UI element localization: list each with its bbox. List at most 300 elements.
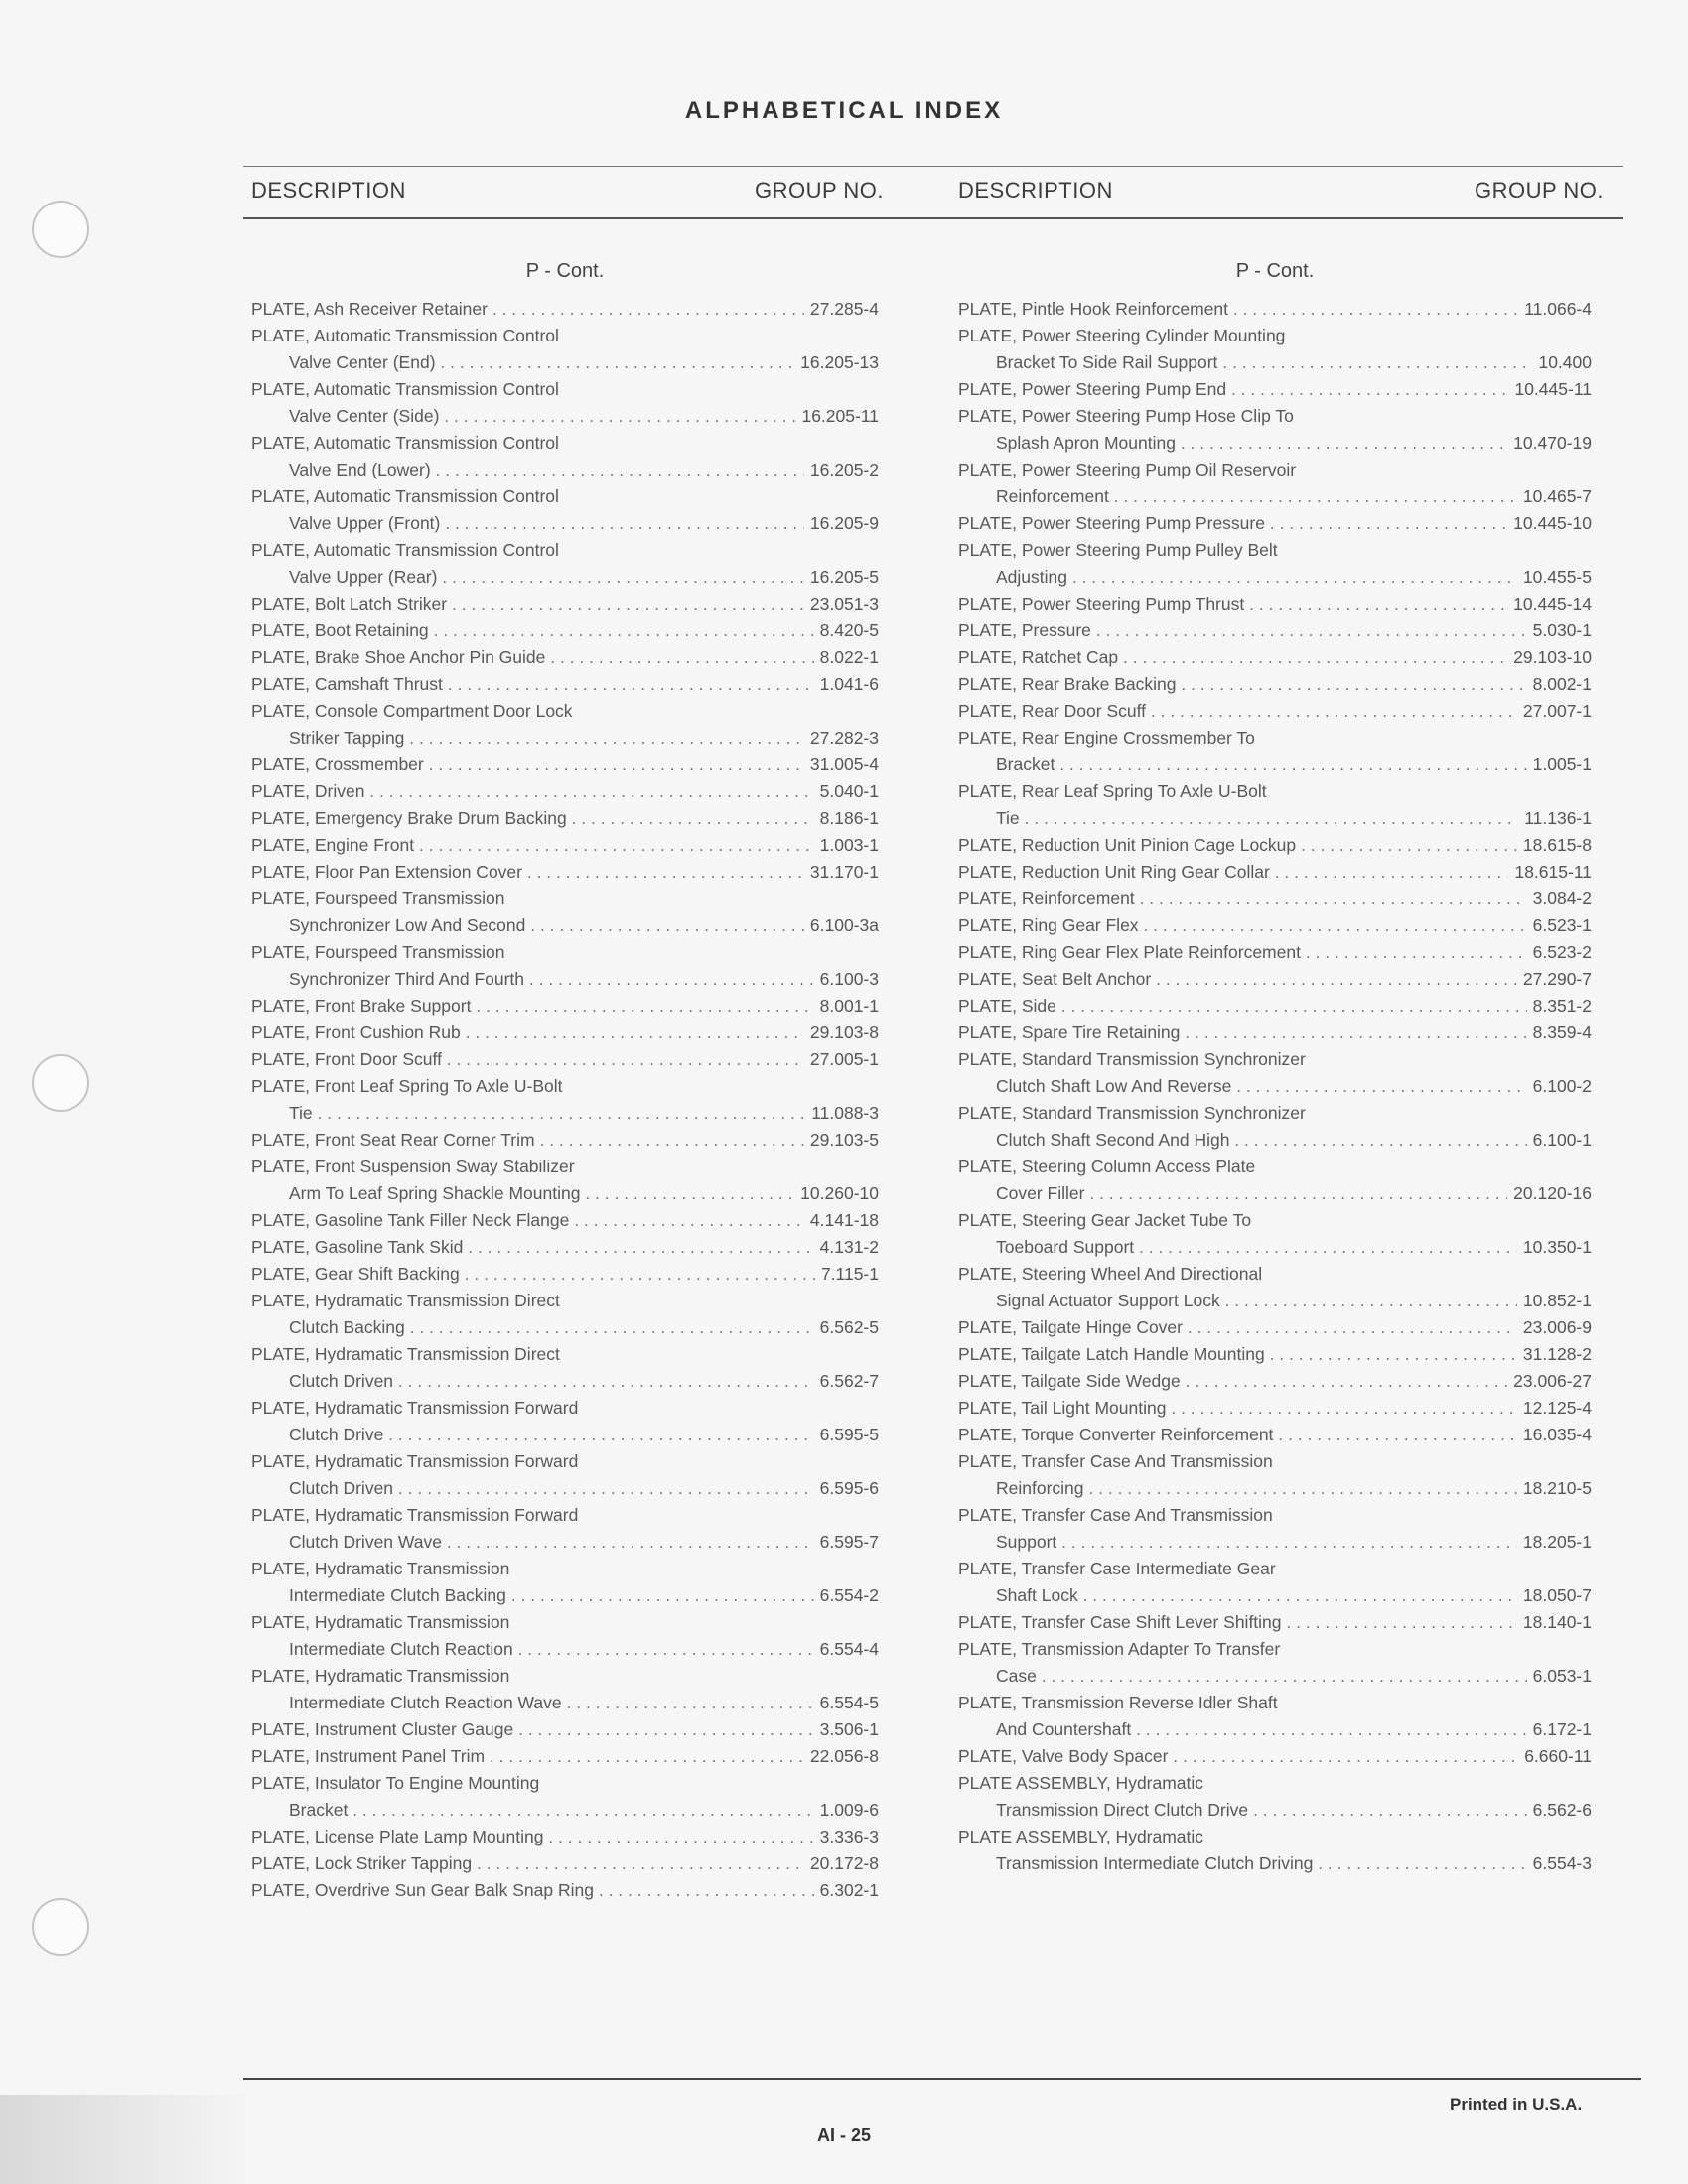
entry-description: PLATE, Reinforcement . . .: [958, 886, 1527, 912]
index-entry: [251, 805, 879, 832]
index-entry: [958, 1448, 1592, 1475]
index-entry: [251, 1207, 879, 1234]
entry-description: PLATE, Hydramatic Transmission Forward: [251, 1398, 579, 1418]
index-entry: [958, 483, 1592, 510]
index-entry: [251, 1180, 879, 1207]
index-entry: [251, 1314, 879, 1341]
entry-description: PLATE, Gear Shift Backing . . .: [251, 1261, 815, 1288]
header-rule-top: [243, 166, 1623, 167]
index-entry: [251, 1368, 879, 1395]
entry-description: Valve Center (Side) . . .: [251, 403, 795, 430]
left-description-header: DESCRIPTION: [251, 178, 406, 203]
entry-description: PLATE, Driven . . .: [251, 778, 814, 805]
index-entry: [958, 1341, 1592, 1368]
entry-group-number: 6.595-7: [819, 1532, 879, 1552]
entry-group-number: 18.205-1: [1522, 1532, 1592, 1552]
entry-group-number: 18.615-11: [1514, 862, 1592, 882]
entry-description: PLATE, Fourspeed Transmission: [251, 888, 505, 908]
entry-description: Intermediate Clutch Reaction Wave . . .: [251, 1690, 814, 1716]
left-section-heading: P - Cont.: [525, 260, 605, 282]
index-entry: [251, 698, 879, 725]
entry-description: PLATE, Ring Gear Flex Plate Reinforcement . . .: [958, 939, 1527, 966]
index-entry: [958, 859, 1592, 886]
index-entry: [251, 832, 879, 859]
index-entry: [958, 1824, 1592, 1850]
index-entry: [958, 1261, 1592, 1288]
entry-group-number: 6.562-5: [819, 1317, 879, 1337]
index-entry: [251, 1850, 879, 1877]
index-entry: [251, 296, 879, 323]
entry-group-number: 6.660-11: [1524, 1746, 1592, 1766]
entry-group-number: 16.205-13: [800, 352, 879, 372]
entry-description: PLATE, Automatic Transmission Control: [251, 433, 559, 453]
index-entry: [958, 1395, 1592, 1422]
entry-description: PLATE, Side . . .: [958, 993, 1527, 1020]
entry-group-number: 6.554-5: [819, 1693, 879, 1712]
index-entry: [958, 1154, 1592, 1180]
entry-group-number: 20.172-8: [809, 1853, 879, 1873]
entry-description: Adjusting . . .: [958, 564, 1517, 591]
entry-description: PLATE, Insulator To Engine Mounting: [251, 1773, 540, 1793]
entry-description: Synchronizer Third And Fourth . . .: [251, 966, 814, 993]
entry-group-number: 31.005-4: [809, 754, 879, 774]
entry-description: PLATE, Torque Converter Reinforcement . . .: [958, 1422, 1517, 1448]
entry-group-number: 5.040-1: [819, 781, 879, 801]
entry-group-number: 29.103-5: [809, 1130, 879, 1150]
entry-description: PLATE, Front Suspension Sway Stabilizer: [251, 1157, 575, 1176]
entry-description: Reinforcing . . .: [958, 1475, 1517, 1502]
entry-description: PLATE, Transmission Adapter To Transfer: [958, 1639, 1281, 1659]
index-entry: [958, 510, 1592, 537]
entry-group-number: 1.041-6: [819, 674, 879, 694]
entry-description: PLATE, Front Door Scuff . . .: [251, 1046, 804, 1073]
binder-hole-bottom: [32, 1898, 89, 1956]
entry-description: PLATE, Hydramatic Transmission: [251, 1612, 510, 1632]
index-entry: [251, 1020, 879, 1046]
index-entry: [958, 376, 1592, 403]
entry-description: Clutch Backing . . .: [251, 1314, 814, 1341]
index-entry: [958, 1556, 1592, 1582]
index-entry: [958, 591, 1592, 617]
entry-group-number: 6.100-3: [819, 969, 879, 989]
entry-description: PLATE, Transmission Reverse Idler Shaft: [958, 1693, 1278, 1712]
index-entry: [251, 323, 879, 349]
index-entry: [251, 1690, 879, 1716]
entry-description: PLATE, Tailgate Side Wedge . . .: [958, 1368, 1507, 1395]
index-entry: [251, 1261, 879, 1288]
index-entry: [251, 403, 879, 430]
entry-group-number: 20.120-16: [1513, 1183, 1592, 1203]
index-entry: [958, 1046, 1592, 1073]
index-entry: [251, 1046, 879, 1073]
entry-group-number: 16.205-9: [809, 513, 879, 533]
right-group-header: GROUP NO.: [1475, 178, 1605, 203]
entry-group-number: 16.205-2: [809, 460, 879, 479]
entry-group-number: 10.260-10: [800, 1183, 879, 1203]
entry-group-number: 10.465-7: [1522, 486, 1592, 506]
entry-description: Clutch Shaft Second And High . . .: [958, 1127, 1527, 1154]
entry-group-number: 1.005-1: [1532, 754, 1592, 774]
entry-description: PLATE, Emergency Brake Drum Backing . . .: [251, 805, 814, 832]
index-entry: [251, 751, 879, 778]
index-entry: [958, 1529, 1592, 1556]
index-entry: [251, 537, 879, 564]
entry-group-number: 8.002-1: [1532, 674, 1592, 694]
index-entry: [958, 537, 1592, 564]
entry-description: PLATE, Automatic Transmission Control: [251, 486, 559, 506]
index-entry: [251, 1770, 879, 1797]
entry-group-number: 8.420-5: [819, 620, 879, 640]
entry-group-number: 10.852-1: [1522, 1291, 1592, 1310]
entry-group-number: 31.128-2: [1522, 1344, 1592, 1364]
entry-description: Bracket To Side Rail Support . . .: [958, 349, 1532, 376]
entry-description: PLATE, Transfer Case Intermediate Gear: [958, 1559, 1276, 1578]
index-entry: [958, 778, 1592, 805]
index-entry: [251, 644, 879, 671]
index-entry: [251, 617, 879, 644]
index-entry: [251, 1073, 879, 1100]
index-entry: [958, 1207, 1592, 1234]
entry-group-number: 6.523-1: [1532, 915, 1592, 935]
index-entry: [251, 349, 879, 376]
index-entry: [958, 725, 1592, 751]
right-section-heading: P - Cont.: [1235, 260, 1315, 282]
entry-description: PLATE, Automatic Transmission Control: [251, 540, 559, 560]
entry-description: Clutch Shaft Low And Reverse . . .: [958, 1073, 1527, 1100]
entry-group-number: 5.030-1: [1532, 620, 1592, 640]
binder-hole-top: [32, 201, 89, 258]
entry-description: PLATE, Camshaft Thrust . . .: [251, 671, 814, 698]
entry-description: PLATE, Steering Column Access Plate: [958, 1157, 1256, 1176]
index-entry: [958, 1020, 1592, 1046]
entry-description: Toeboard Support . . .: [958, 1234, 1517, 1261]
index-entry: [251, 671, 879, 698]
entry-group-number: 6.100-3a: [809, 915, 879, 935]
index-entry: [251, 564, 879, 591]
entry-description: PLATE, Spare Tire Retaining . . .: [958, 1020, 1527, 1046]
entry-description: PLATE ASSEMBLY, Hydramatic: [958, 1773, 1204, 1793]
entry-description: PLATE, Tailgate Hinge Cover . . .: [958, 1314, 1517, 1341]
entry-description: PLATE, Overdrive Sun Gear Balk Snap Ring . . .: [251, 1877, 814, 1904]
index-entry: [958, 966, 1592, 993]
entry-description: PLATE, License Plate Lamp Mounting . . .: [251, 1824, 814, 1850]
index-entry: [251, 1288, 879, 1314]
index-entry: [958, 1314, 1592, 1341]
entry-group-number: 8.001-1: [819, 996, 879, 1016]
entry-group-number: 16.205-5: [809, 567, 879, 587]
index-entry: [958, 1180, 1592, 1207]
right-description-header: DESCRIPTION: [958, 178, 1113, 203]
entry-description: Cover Filler . . .: [958, 1180, 1507, 1207]
entry-description: PLATE, Power Steering Pump Thrust . . .: [958, 591, 1507, 617]
entry-group-number: 6.562-7: [819, 1371, 879, 1391]
entry-group-number: 27.282-3: [809, 728, 879, 748]
entry-description: Intermediate Clutch Reaction . . .: [251, 1636, 814, 1663]
index-entry: [251, 1341, 879, 1368]
entry-description: PLATE, Crossmember . . .: [251, 751, 804, 778]
index-entry: [958, 1502, 1592, 1529]
entry-group-number: 8.351-2: [1532, 996, 1592, 1016]
index-entry: [958, 564, 1592, 591]
entry-group-number: 8.359-4: [1532, 1023, 1592, 1042]
index-entry: [958, 1797, 1592, 1824]
index-entry: [251, 939, 879, 966]
entry-group-number: 10.400: [1538, 352, 1592, 372]
entry-group-number: 23.006-27: [1513, 1371, 1592, 1391]
entry-description: PLATE, Gasoline Tank Filler Neck Flange . . .: [251, 1207, 804, 1234]
entry-description: PLATE, Rear Engine Crossmember To: [958, 728, 1255, 748]
index-entry: [251, 483, 879, 510]
index-entry: [251, 1475, 879, 1502]
index-entry: [958, 430, 1592, 457]
index-entry: [251, 725, 879, 751]
entry-description: PLATE, Rear Brake Backing . . .: [958, 671, 1527, 698]
entry-description: PLATE, Console Compartment Door Lock: [251, 701, 573, 721]
index-entry: [251, 1743, 879, 1770]
entry-description: Tie . . .: [251, 1100, 805, 1127]
entry-description: Bracket . . .: [958, 751, 1527, 778]
entry-description: PLATE, Ash Receiver Retainer . . .: [251, 296, 804, 323]
index-entry: [958, 1850, 1592, 1877]
entry-description: Valve Upper (Rear) . . .: [251, 564, 804, 591]
entry-group-number: 31.170-1: [809, 862, 879, 882]
left-entry-list: [251, 296, 879, 1904]
index-entry: [958, 1475, 1592, 1502]
index-entry: [958, 698, 1592, 725]
entry-group-number: 8.186-1: [819, 808, 879, 828]
entry-group-number: 10.455-5: [1522, 567, 1592, 587]
entry-group-number: 6.302-1: [819, 1880, 879, 1900]
entry-description: PLATE, Front Brake Support . . .: [251, 993, 814, 1020]
index-entry: [251, 1100, 879, 1127]
entry-description: PLATE, Valve Body Spacer . . .: [958, 1743, 1518, 1770]
entry-description: PLATE, Tail Light Mounting . . .: [958, 1395, 1517, 1422]
index-entry: [958, 1288, 1592, 1314]
index-entry: [958, 1770, 1592, 1797]
entry-description: PLATE, Instrument Panel Trim . . .: [251, 1743, 804, 1770]
entry-description: PLATE, Reduction Unit Ring Gear Collar . . .: [958, 859, 1508, 886]
entry-group-number: 22.056-8: [809, 1746, 879, 1766]
index-entry: [958, 1609, 1592, 1636]
entry-description: PLATE, Front Cushion Rub . . .: [251, 1020, 804, 1046]
entry-description: PLATE, Hydramatic Transmission Direct: [251, 1291, 560, 1310]
entry-description: Arm To Leaf Spring Shackle Mounting . . .: [251, 1180, 794, 1207]
index-entry: [958, 1636, 1592, 1663]
index-entry: [958, 886, 1592, 912]
entry-description: PLATE, Fourspeed Transmission: [251, 942, 505, 962]
left-group-header: GROUP NO.: [755, 178, 885, 203]
index-entry: [251, 993, 879, 1020]
entry-description: PLATE, Automatic Transmission Control: [251, 379, 559, 399]
index-entry: [958, 1690, 1592, 1716]
entry-group-number: 3.084-2: [1532, 888, 1592, 908]
entry-description: PLATE, Power Steering Pump Pulley Belt: [958, 540, 1278, 560]
entry-description: Signal Actuator Support Lock . . .: [958, 1288, 1517, 1314]
entry-description: PLATE, Transfer Case Shift Lever Shifting . . .: [958, 1609, 1517, 1636]
index-entry: [251, 1127, 879, 1154]
index-entry: [251, 1636, 879, 1663]
index-entry: [251, 591, 879, 617]
index-entry: [958, 1743, 1592, 1770]
right-index-column: [958, 228, 1592, 1877]
entry-description: PLATE, Power Steering Pump Hose Clip To: [958, 406, 1294, 426]
entry-description: Tie . . .: [958, 805, 1518, 832]
entry-description: PLATE, Standard Transmission Synchronizer: [958, 1049, 1306, 1069]
entry-description: PLATE, Front Leaf Spring To Axle U-Bolt: [251, 1076, 563, 1096]
entry-description: Transmission Direct Clutch Drive . . .: [958, 1797, 1527, 1824]
entry-description: Reinforcement . . .: [958, 483, 1517, 510]
entry-description: PLATE, Transfer Case And Transmission: [958, 1451, 1273, 1471]
entry-description: Valve Upper (Front) . . .: [251, 510, 804, 537]
entry-group-number: 1.009-6: [819, 1800, 879, 1820]
entry-description: Support . . .: [958, 1529, 1517, 1556]
entry-description: PLATE, Brake Shoe Anchor Pin Guide . . .: [251, 644, 814, 671]
entry-group-number: 11.088-3: [811, 1103, 879, 1123]
entry-description: PLATE, Hydramatic Transmission Forward: [251, 1451, 579, 1471]
entry-description: PLATE, Pintle Hook Reinforcement . . .: [958, 296, 1518, 323]
index-entry: [958, 296, 1592, 323]
entry-description: PLATE, Power Steering Pump Pressure . . .: [958, 510, 1507, 537]
index-entry: [958, 671, 1592, 698]
entry-description: PLATE, Floor Pan Extension Cover . . .: [251, 859, 804, 886]
index-entry: [251, 1609, 879, 1636]
entry-description: And Countershaft . . .: [958, 1716, 1527, 1743]
index-entry: [958, 912, 1592, 939]
entry-description: Valve Center (End) . . .: [251, 349, 794, 376]
index-entry: [251, 859, 879, 886]
index-entry: [251, 1582, 879, 1609]
entry-group-number: 27.285-4: [809, 299, 879, 319]
entry-group-number: 7.115-1: [820, 1264, 879, 1284]
entry-group-number: 27.005-1: [809, 1049, 879, 1069]
index-entry: [958, 939, 1592, 966]
index-entry: [958, 1368, 1592, 1395]
entry-description: PLATE, Power Steering Pump Oil Reservoir: [958, 460, 1297, 479]
entry-group-number: 6.554-2: [819, 1585, 879, 1605]
index-entry: [251, 966, 879, 993]
entry-description: PLATE, Engine Front . . .: [251, 832, 814, 859]
index-entry: [251, 778, 879, 805]
index-entry: [251, 886, 879, 912]
index-entry: [958, 1100, 1592, 1127]
entry-description: PLATE, Hydramatic Transmission Direct: [251, 1344, 560, 1364]
entry-group-number: 3.506-1: [819, 1719, 879, 1739]
index-entry: [958, 1716, 1592, 1743]
entry-group-number: 4.131-2: [819, 1237, 879, 1257]
entry-description: Intermediate Clutch Backing . . .: [251, 1582, 814, 1609]
entry-description: Transmission Intermediate Clutch Driving . . .: [958, 1850, 1527, 1877]
index-entry: [958, 457, 1592, 483]
entry-group-number: 6.595-5: [819, 1425, 879, 1444]
entry-group-number: 1.003-1: [819, 835, 879, 855]
entry-description: PLATE, Power Steering Pump End . . .: [958, 376, 1508, 403]
entry-description: Case . . .: [958, 1663, 1527, 1690]
entry-description: PLATE, Bolt Latch Striker . . .: [251, 591, 804, 617]
entry-group-number: 29.103-8: [809, 1023, 879, 1042]
entry-group-number: 27.290-7: [1522, 969, 1592, 989]
entry-description: PLATE, Instrument Cluster Gauge . . .: [251, 1716, 814, 1743]
index-entry: [251, 1529, 879, 1556]
entry-description: PLATE, Transfer Case And Transmission: [958, 1505, 1273, 1525]
index-entry: [958, 993, 1592, 1020]
entry-description: Clutch Driven Wave . . .: [251, 1529, 814, 1556]
entry-group-number: 16.035-4: [1522, 1425, 1592, 1444]
entry-group-number: 10.445-10: [1513, 513, 1592, 533]
entry-group-number: 10.445-11: [1514, 379, 1592, 399]
entry-description: PLATE, Tailgate Latch Handle Mounting . . .: [958, 1341, 1517, 1368]
index-entry: [251, 1797, 879, 1824]
entry-description: PLATE, Standard Transmission Synchronizer: [958, 1103, 1306, 1123]
entry-group-number: 27.007-1: [1522, 701, 1592, 721]
entry-description: PLATE, Seat Belt Anchor . . .: [958, 966, 1517, 993]
index-entry: [958, 751, 1592, 778]
index-entry: [958, 1582, 1592, 1609]
entry-group-number: 16.205-11: [801, 406, 879, 426]
entry-description: PLATE, Hydramatic Transmission: [251, 1559, 510, 1578]
index-entry: [251, 376, 879, 403]
entry-group-number: 10.470-19: [1513, 433, 1592, 453]
entry-group-number: 11.066-4: [1524, 299, 1592, 319]
index-entry: [958, 1073, 1592, 1100]
entry-description: PLATE, Pressure . . .: [958, 617, 1527, 644]
entry-group-number: 6.523-2: [1532, 942, 1592, 962]
index-entry: [251, 1448, 879, 1475]
entry-group-number: 6.172-1: [1532, 1719, 1592, 1739]
entry-description: Bracket . . .: [251, 1797, 814, 1824]
entry-description: PLATE, Lock Striker Tapping . . .: [251, 1850, 804, 1877]
index-entry: [251, 1824, 879, 1850]
index-entry: [958, 1422, 1592, 1448]
index-entry: [251, 1395, 879, 1422]
entry-group-number: 6.100-2: [1532, 1076, 1592, 1096]
entry-group-number: 12.125-4: [1522, 1398, 1592, 1418]
index-entry: [251, 1154, 879, 1180]
entry-description: PLATE ASSEMBLY, Hydramatic: [958, 1827, 1204, 1846]
entry-group-number: 11.136-1: [1524, 808, 1592, 828]
header-rule-bottom: [243, 217, 1623, 219]
index-entry: [958, 1234, 1592, 1261]
index-entry: [251, 1422, 879, 1448]
entry-description: PLATE, Reduction Unit Pinion Cage Lockup . . .: [958, 832, 1517, 859]
entry-description: Clutch Driven . . .: [251, 1475, 814, 1502]
entry-group-number: 6.100-1: [1532, 1130, 1592, 1150]
index-entry: [251, 430, 879, 457]
printed-in-usa: Printed in U.S.A.: [1450, 2095, 1583, 2114]
scan-smudge: [0, 2095, 258, 2184]
entry-group-number: 18.210-5: [1522, 1478, 1592, 1498]
entry-description: PLATE, Rear Door Scuff . . .: [958, 698, 1517, 725]
page-title: ALPHABETICAL INDEX: [684, 97, 1004, 124]
index-entry: [251, 1716, 879, 1743]
entry-group-number: 6.554-4: [819, 1639, 879, 1659]
entry-description: Clutch Driven . . .: [251, 1368, 814, 1395]
entry-description: PLATE, Ratchet Cap . . .: [958, 644, 1507, 671]
entry-description: Splash Apron Mounting . . .: [958, 430, 1507, 457]
index-entry: [251, 1663, 879, 1690]
entry-description: PLATE, Rear Leaf Spring To Axle U-Bolt: [958, 781, 1267, 801]
entry-group-number: 6.053-1: [1532, 1666, 1592, 1686]
entry-description: Clutch Drive . . .: [251, 1422, 814, 1448]
entry-description: PLATE, Ring Gear Flex . . .: [958, 912, 1527, 939]
index-entry: [958, 349, 1592, 376]
entry-group-number: 18.140-1: [1522, 1612, 1592, 1632]
entry-group-number: 4.141-18: [809, 1210, 879, 1230]
entry-group-number: 3.336-3: [819, 1827, 879, 1846]
index-entry: [251, 457, 879, 483]
entry-group-number: 29.103-10: [1513, 647, 1592, 667]
entry-group-number: 10.350-1: [1522, 1237, 1592, 1257]
entry-description: PLATE, Power Steering Cylinder Mounting: [958, 326, 1286, 345]
